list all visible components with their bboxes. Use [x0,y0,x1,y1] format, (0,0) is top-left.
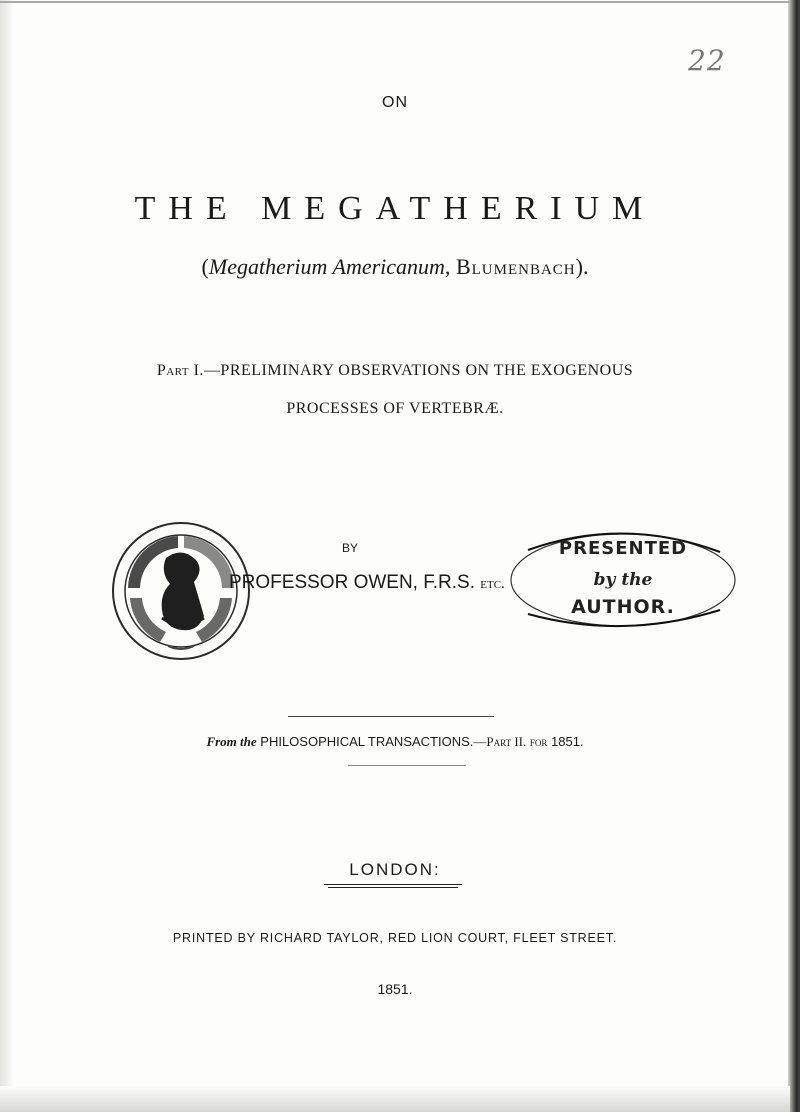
author-name: PROFESSOR OWEN, F.R.S. [229,572,475,593]
imprint-city-rule-2 [328,887,458,888]
part-heading-line2: PROCESSES OF VERTEBRÆ. [286,400,504,417]
part-label: Part I. [156,362,204,379]
on-label: ON [382,94,408,111]
divider-rule-top [288,716,494,717]
subtitle-open-paren: ( [201,254,209,279]
stamp-line-by-the: by the [593,570,653,590]
page-left-edge [0,0,14,1112]
author-suffix: etc. [480,576,505,592]
part-text: —PRELIMINARY OBSERVATIONS ON THE EXOGENOUS [203,362,634,379]
subtitle [0,254,790,280]
imprint-city: LONDON: [349,860,441,879]
page-title: THE MEGATHERIUM [134,190,656,227]
page-right-edge [788,0,800,1112]
stamp-line-author: AUTHOR. [571,596,675,618]
by-label: BY [341,541,358,555]
subtitle-latin-name: Megatherium Americanum, [208,254,451,279]
source-part: —Part II. [473,734,527,749]
page-top-edge [0,1,790,3]
source-from: From the [206,734,257,749]
imprint-city-rule-1 [324,884,462,885]
page-bottom-edge [0,1086,790,1112]
source-line [0,734,790,750]
divider-rule-bottom [348,765,466,766]
imprint-printer: PRINTED BY RICHARD TAYLOR, RED LION COURT, FLEET STREET. [172,931,618,945]
part-heading [0,362,790,380]
source-journal: PHILOSOPHICAL TRANSACTIONS. [260,734,474,749]
stamp-line-presented: PRESENTED [558,538,688,559]
handwritten-folio-number: 22 [688,44,726,77]
imprint-year: 1851. [377,981,413,997]
subtitle-authority: Blumenbach [455,254,576,279]
source-for: for [529,734,548,749]
subtitle-close-paren: ). [575,254,589,279]
source-year: 1851. [551,734,584,749]
author-line [229,572,505,594]
presented-stamp [508,530,738,630]
